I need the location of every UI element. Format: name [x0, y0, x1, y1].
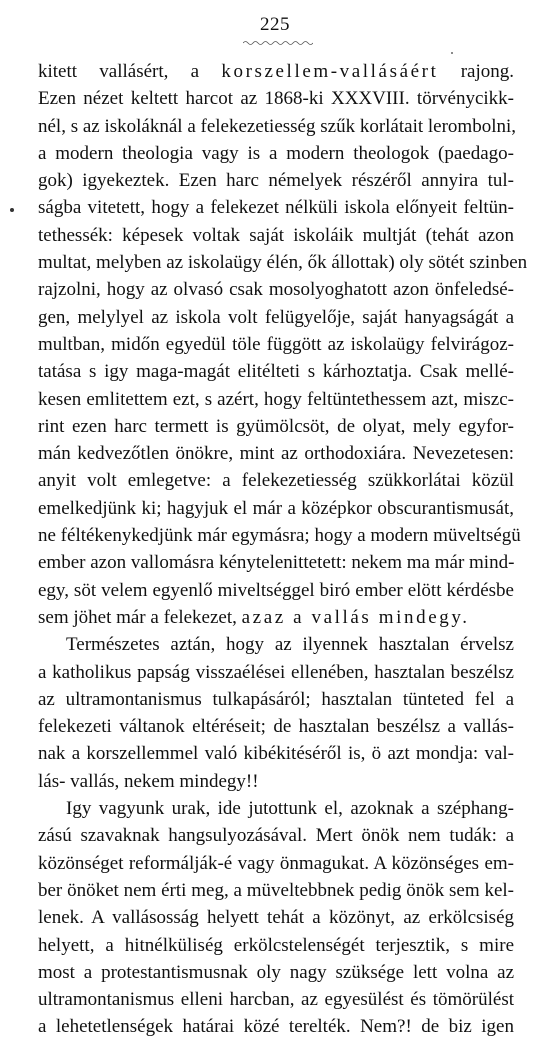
emphasized-text: azaz a vallás mindegy. — [241, 606, 470, 628]
text-line: rajzolni, hogy az olvasó csak mosolyoghatott azon önfeledsé- — [38, 279, 514, 301]
page-number: 225 — [260, 14, 290, 35]
text-line: zású szavaknak hangsulyozásával. Mert önök nem tudák: a — [38, 825, 514, 847]
text-span: rajong. — [438, 61, 514, 82]
text-line: ultramontanismus elleni harcban, az egyesülést és tömörülést — [38, 989, 514, 1011]
text-line-1 — [38, 58, 514, 85]
text-line: helyett, a hitnélküliség erkölcstelenségét terjesztik, s mire — [38, 934, 514, 956]
text-line-21 — [38, 604, 514, 631]
text-line: most a protestantismusnak oly nagy szüksége lett volna az — [38, 961, 514, 983]
emphasized-text: korszellem-vallásáért — [221, 61, 439, 82]
text-line: a katholikus papság visszaélései ellenében, hasztalan beszélsz — [38, 661, 514, 683]
text-line: tethessék: képesek voltak saját iskoláik multját (tehát azon — [38, 224, 514, 246]
text-span: kitett vallásért, a — [38, 61, 222, 82]
text-line: rint ezen harc termett is gyümölcsöt, de olyat, mely egyfor- — [38, 415, 514, 437]
paragraph-start-line: Természetes aztán, hogy az ilyennek hasztalan érvelsz — [66, 634, 514, 656]
text-line: nél, s az iskoláknál a felekezetiesség szűk korlátait lerombolni, — [38, 115, 516, 137]
text-line: multban, midőn egyedül töle függött az iskolaügy felvirágoz- — [38, 333, 514, 355]
text-line: egy, söt velem egyenlő miveltséggel biró ember elött kérdésbe — [38, 579, 514, 601]
text-line: ságba vitetett, hogy a felekezet nélküli iskola előnyeit feltün- — [38, 197, 514, 219]
paragraph-start-line: Igy vagyunk urak, ide jutottunk el, azoknak a széphang- — [66, 798, 514, 820]
text-line: lás- vallás, nekem mindegy!! — [38, 770, 259, 792]
text-line: gok) igyekeztek. Ezen harc némelyek részéről annyira tul- — [38, 170, 514, 192]
text-line: közönséget reformálják-é vagy önmagukat. A közönséges em- — [38, 852, 514, 874]
text-line: multat, melyben az iskolaügy élén, ők állottak) oly sötét szinben — [38, 252, 528, 274]
text-line: tatása s igy maga-magát elitélteti s kárhoztatja. Csak mellé- — [38, 361, 514, 383]
text-line: lenek. A vallásosság helyett tehát a közönyt, az erkölcsiség — [38, 907, 514, 929]
text-line: ber önöket nem érti meg, a müveltebbnek pedig önök sem kel- — [38, 879, 514, 901]
text-line: ember azon vallomásra kénytelenittetett: nekem ma már mind- — [38, 552, 515, 574]
text-line: ne féltékenykedjünk már egymásra; hogy a modern müveltségü — [38, 525, 521, 547]
ornament-divider — [243, 40, 313, 46]
text-line: az ultramontanismus tulkapásáról; hasztalan tünteted fel a — [38, 688, 514, 710]
print-speck — [451, 52, 453, 54]
text-line: nak a korszellemmel való kibékitéséről is, ö azt mondja: val- — [38, 743, 514, 765]
margin-mark — [10, 208, 14, 212]
text-line: Ezen nézet keltett harcot az 1868-ki XXXVIII. törvénycikk- — [38, 88, 514, 110]
text-line: a lehetetlenségek határai közé terelték. Nem?! de biz igen — [38, 1016, 514, 1038]
text-line: kesen emlitettem ezt, s azért, hogy feltüntethessem azt, miszc- — [38, 388, 514, 410]
text-line: a modern theologia vagy is a modern theologok (paedago- — [38, 142, 514, 164]
text-line: anyit volt emlegetve: a felekezetiesség szükkorlátai közül — [38, 470, 514, 492]
text-line: gen, melylyel az iskola volt felügyelője, saját hanyagságát a — [38, 306, 514, 328]
body-text — [38, 58, 528, 1041]
text-span: sem jöhet már a felekezet, — [38, 606, 242, 628]
text-line: mán kedvezőtlen önökre, mint az orthodoxiára. Nevezetesen: — [38, 443, 514, 465]
text-line: emelkedjünk ki; hagyjuk el már a középkor obscurantismusát, — [38, 497, 514, 519]
text-line: felekezeti váltanok eltéréseit; de hasztalan beszélsz a vallás- — [38, 716, 514, 738]
